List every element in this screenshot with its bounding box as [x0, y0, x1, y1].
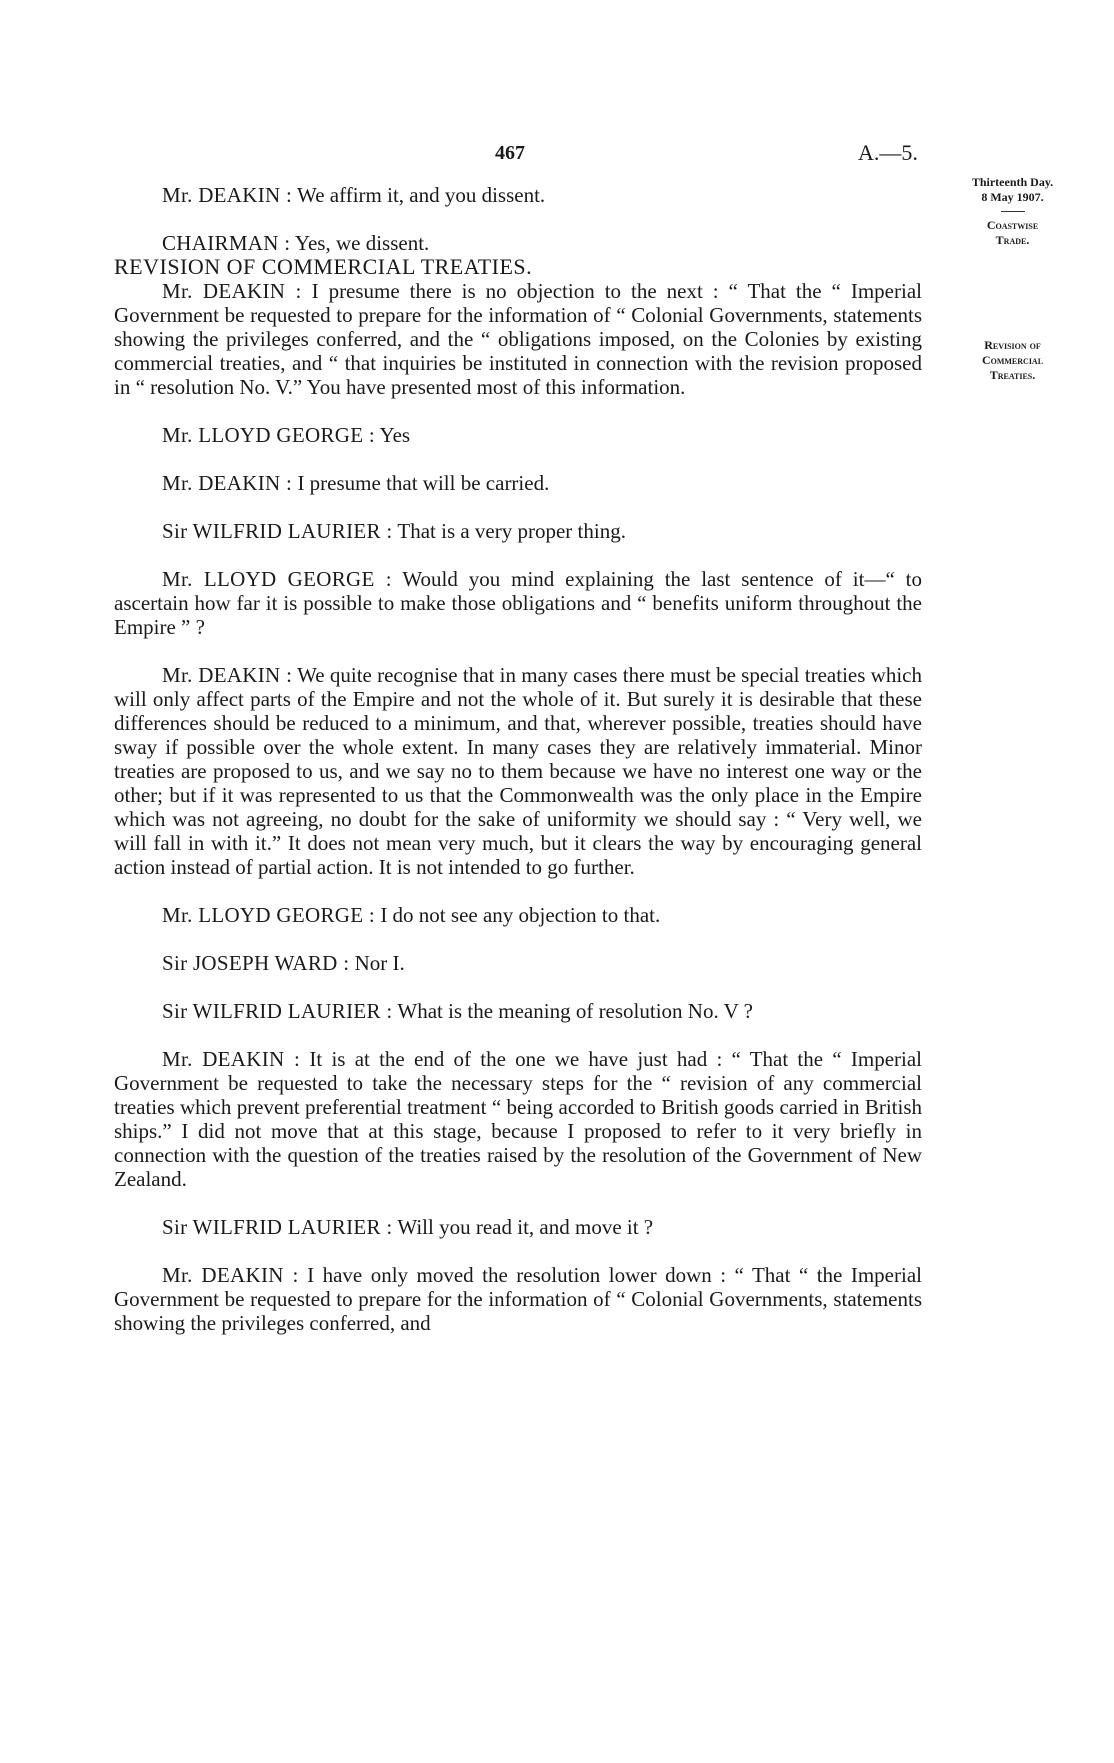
- speech: Would you mind explaining the last sentence of it—“ to ascertain how far it is possible to make those obligations and “ benefits uniform throughout the Empire ” ?: [114, 567, 922, 639]
- paragraph: [114, 279, 922, 399]
- speaker: Mr. LLOYD GEORGE :: [162, 423, 376, 447]
- margin-divider: [1001, 211, 1025, 212]
- speech: What is the meaning of resolution No. V ?: [392, 999, 753, 1023]
- paragraph: [114, 567, 922, 639]
- paragraph: [114, 951, 922, 975]
- margin-note-date: [940, 175, 1085, 248]
- speaker: Sir WILFRID LAURIER :: [162, 519, 393, 543]
- speaker: Mr. DEAKIN :: [162, 279, 302, 303]
- speaker: Sir JOSEPH WARD :: [162, 951, 350, 975]
- speech: I presume that will be carried.: [292, 471, 550, 495]
- margin-topic-commercial: Commercial: [981, 353, 1044, 367]
- margin-topic-trade: Trade.: [995, 233, 1030, 247]
- speaker: Mr. DEAKIN :: [162, 663, 293, 687]
- paragraph: [114, 183, 922, 207]
- speech: Will you read it, and move it ?: [392, 1215, 654, 1239]
- speech: I presume there is no objection to the next : “ That the “ Imperial Government be requested to prepare for the information of “ Colonial Governments, statements showing the privileges conferred, and the “ obligations imposed, on the Colonies by existing commercial treaties, and “ that inquiries be instituted in connection with the revision proposed in “ resolution No. V.” You have presented most of this information.: [114, 279, 922, 399]
- speaker: Mr. DEAKIN :: [162, 471, 293, 495]
- margin-topic-treaties: Treaties.: [989, 368, 1036, 382]
- speaker: CHAIRMAN :: [162, 231, 291, 255]
- speaker: Mr. DEAKIN :: [162, 183, 293, 207]
- paragraph: [114, 663, 922, 879]
- paragraph: [114, 1215, 922, 1239]
- paragraph: [114, 231, 922, 255]
- margin-topic-coastwise: Coastwise: [986, 218, 1039, 232]
- paragraph: [114, 1263, 922, 1335]
- paragraph: [114, 471, 922, 495]
- paragraph: [114, 903, 922, 927]
- speaker: Mr. DEAKIN :: [162, 1263, 299, 1287]
- speech: I have only moved the resolution lower down : “ That “ the Imperial Government be requested to prepare for the information of “ Colonial Governments, statements showing the privileges conferred, and: [114, 1263, 922, 1335]
- paragraph: [114, 999, 922, 1023]
- speech: We quite recognise that in many cases there must be special treaties which will only affect parts of the Empire and not the whole of it. But surely it is desirable that these differences should be reduced to a minimum, and that, wherever possible, treaties should have sway if possible over the whole extent. In many cases they are relatively immaterial. Minor treaties are proposed to us, and we say no to them because we have no interest one way or the other; but if it was represented to us that the Commonwealth was the only place in the Empire which was not agreeing, no doubt for the sake of uniformity we should say : “ Very well, we will fall in with it.” It does not mean very much, but it clears the way by encouraging general action instead of partial action. It is not intended to go further.: [114, 663, 922, 879]
- speaker: Mr. LLOYD GEORGE :: [162, 567, 392, 591]
- paragraph: [114, 519, 922, 543]
- speaker: Sir WILFRID LAURIER :: [162, 999, 393, 1023]
- page-number: 467: [495, 142, 525, 164]
- margin-date: 8 May 1907.: [981, 190, 1044, 204]
- speech: I do not see any objection to that.: [375, 903, 661, 927]
- margin-topic-revision: Revision of: [984, 338, 1041, 352]
- paragraph: [114, 423, 922, 447]
- section-heading: REVISION OF COMMERCIAL TREATIES.: [114, 254, 533, 279]
- margin-note-revision: [940, 338, 1085, 383]
- speech: Nor I.: [349, 951, 405, 975]
- speaker: Mr. LLOYD GEORGE :: [162, 903, 376, 927]
- speech: Yes: [375, 423, 411, 447]
- speech: That is a very proper thing.: [392, 519, 626, 543]
- main-text: [114, 183, 922, 1335]
- paper-reference: A.—5.: [858, 140, 918, 165]
- margin-day: Thirteenth Day.: [971, 175, 1054, 189]
- paragraph: [114, 1047, 922, 1191]
- speech: We affirm it, and you dissent.: [292, 183, 546, 207]
- speech: It is at the end of the one we have just had : “ That the “ Imperial Government be requested to take the necessary steps for the “ revision of any commercial treaties which prevent preferential treatment “ being accorded to British goods carried in British ships.” I did not move that at this stage, because I proposed to refer to it very briefly in connection with the question of the treaties raised by the resolution of the Government of New Zealand.: [114, 1047, 922, 1191]
- speaker: Sir WILFRID LAURIER :: [162, 1215, 393, 1239]
- speech: Yes, we dissent.: [290, 231, 430, 255]
- speaker: Mr. DEAKIN :: [162, 1047, 301, 1071]
